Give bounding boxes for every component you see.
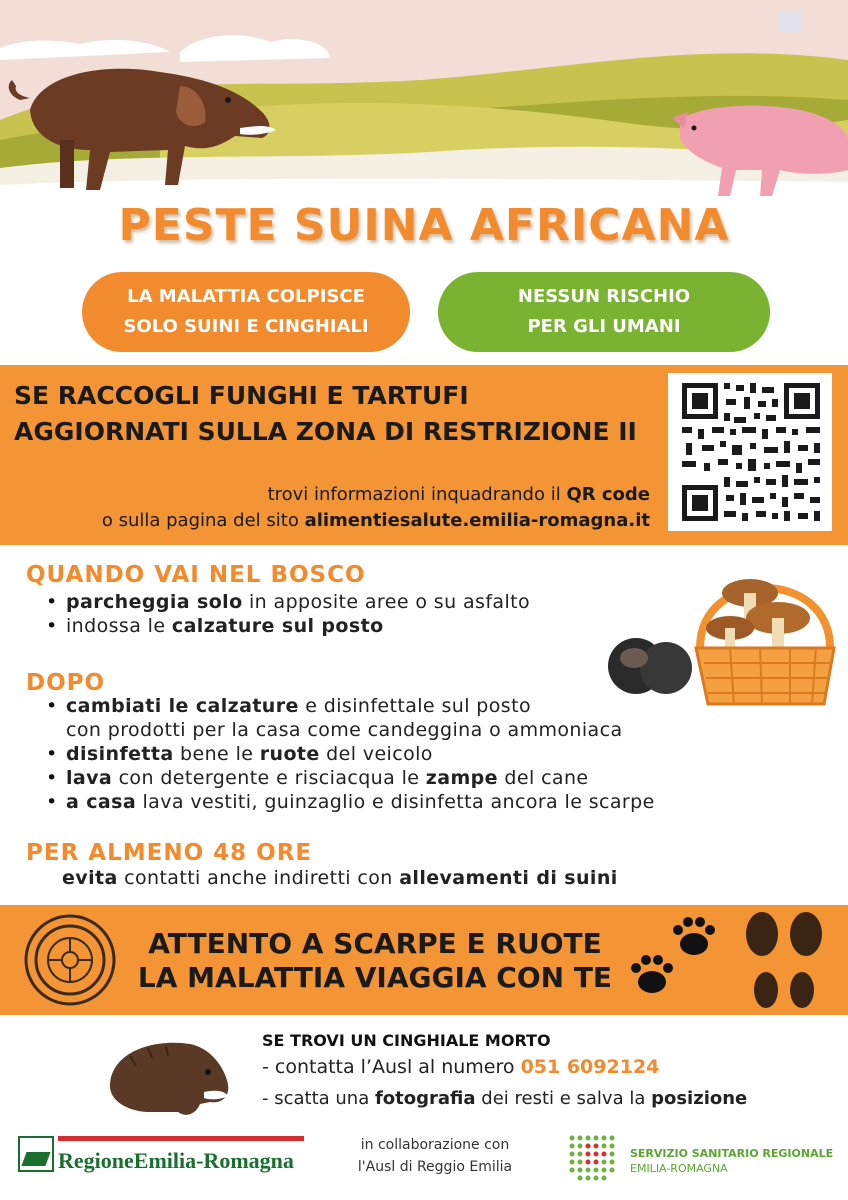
no-risk-pill — [438, 272, 770, 352]
text: bene le — [173, 743, 260, 765]
list-item — [40, 614, 530, 638]
band-heading — [14, 378, 637, 450]
truffle-illustration — [608, 638, 692, 694]
text: a casa — [66, 791, 137, 813]
text: in apposite aree o su asfalto — [242, 591, 531, 613]
text: ruote — [259, 743, 320, 765]
paw-and-boot-prints-icon — [620, 912, 840, 1012]
region-name: RegioneEmilia-Romagna — [58, 1148, 294, 1173]
page-title: PESTE SUINA AFRICANA — [118, 200, 730, 251]
pill-line: LA MALATTIA COLPISCE — [127, 286, 365, 307]
text: e disinfettale sul posto — [298, 695, 531, 717]
list-item — [40, 790, 655, 814]
text: EMILIA-ROMAGNA — [630, 1162, 728, 1175]
text: allevamenti di suini — [399, 867, 618, 889]
list-item — [40, 590, 530, 614]
text: dei resti e salva la — [475, 1088, 652, 1109]
dopo-list — [40, 694, 655, 814]
boot-print-icon — [746, 912, 822, 1008]
list-item — [40, 742, 655, 766]
text: l'Ausl di Reggio Emilia — [357, 1159, 513, 1175]
bosco-list — [40, 590, 530, 638]
dead-boar-photo-line — [262, 1088, 747, 1109]
text: disinfetta — [66, 743, 174, 765]
text: del cane — [497, 767, 589, 789]
qr-code[interactable] — [668, 373, 832, 531]
text: zampe — [425, 767, 498, 789]
website-link[interactable]: alimentiesalute.emilia-romagna.it — [304, 510, 650, 531]
band-heading-line: AGGIORNATI SULLA ZONA DI RESTRIZIONE II — [14, 417, 637, 446]
text: con detergente e risciacqua le — [112, 767, 426, 789]
mushroom-basket-illustration — [600, 548, 840, 708]
region-emblem — [18, 1136, 54, 1172]
list-item — [40, 694, 655, 742]
text: SERVIZIO SANITARIO REGIONALE — [630, 1147, 834, 1160]
text: posizione — [651, 1088, 748, 1109]
qr-instruction-line — [102, 482, 650, 508]
text: o sulla pagina del sito — [101, 510, 305, 531]
text: evita — [62, 867, 118, 889]
ssr-logo-text — [630, 1146, 833, 1176]
text: calzature sul posto — [171, 615, 384, 637]
list-item — [40, 766, 655, 790]
collaboration-note — [335, 1134, 535, 1178]
section-heading-48-ore: PER ALMENO 48 ORE — [26, 840, 313, 866]
text: in collaborazione con — [360, 1137, 510, 1153]
pill-line: NESSUN RISCHIO — [517, 286, 691, 307]
text: trovi informazioni inquadrando il — [267, 484, 567, 505]
warning-line: ATTENTO A SCARPE E RUOTE — [148, 927, 602, 960]
tire-icon — [22, 912, 118, 1008]
warning-line: LA MALATTIA VIAGGIA CON TE — [137, 961, 613, 994]
text: lava vestiti, guinzaglio e disinfetta ancora le scarpe — [136, 791, 655, 813]
pill-line: SOLO SUINI E CINGHIALI — [123, 316, 369, 337]
text: indossa le — [66, 615, 172, 637]
ssr-logo-icon — [566, 1132, 622, 1184]
text: lava — [66, 767, 113, 789]
section-heading-dopo: DOPO — [26, 670, 106, 696]
site-instruction-line — [102, 508, 650, 534]
paw-icon — [631, 917, 715, 993]
text: - scatta una — [262, 1088, 375, 1109]
band-heading-line: SE RACCOGLI FUNGHI E TARTUFI — [14, 381, 469, 410]
48-ore-text — [62, 867, 618, 889]
text: con prodotti per la casa come candeggina o ammoniaca — [66, 719, 623, 741]
text: cambiati le calzature — [66, 695, 299, 717]
section-heading-bosco: QUANDO VAI NEL BOSCO — [26, 562, 366, 588]
phone-number[interactable]: 051 6092124 — [520, 1056, 660, 1078]
hero-illustration — [0, 0, 848, 200]
boar-icon — [100, 1026, 236, 1126]
qr-code-label: QR code — [566, 484, 650, 505]
warning-text — [110, 927, 640, 995]
text: fotografia — [374, 1088, 476, 1109]
text: contatti anche indiretti con — [117, 867, 400, 889]
text: - contatta l’Ausl al numero — [262, 1056, 521, 1078]
qr-instructions — [102, 482, 650, 534]
text: parcheggia solo — [66, 591, 243, 613]
disease-info-pill — [82, 272, 410, 352]
pill-line: PER GLI UMANI — [527, 316, 681, 337]
dead-boar-heading: SE TROVI UN CINGHIALE MORTO — [262, 1031, 551, 1050]
text: del veicolo — [319, 743, 433, 765]
dead-boar-contact-line — [262, 1056, 659, 1078]
